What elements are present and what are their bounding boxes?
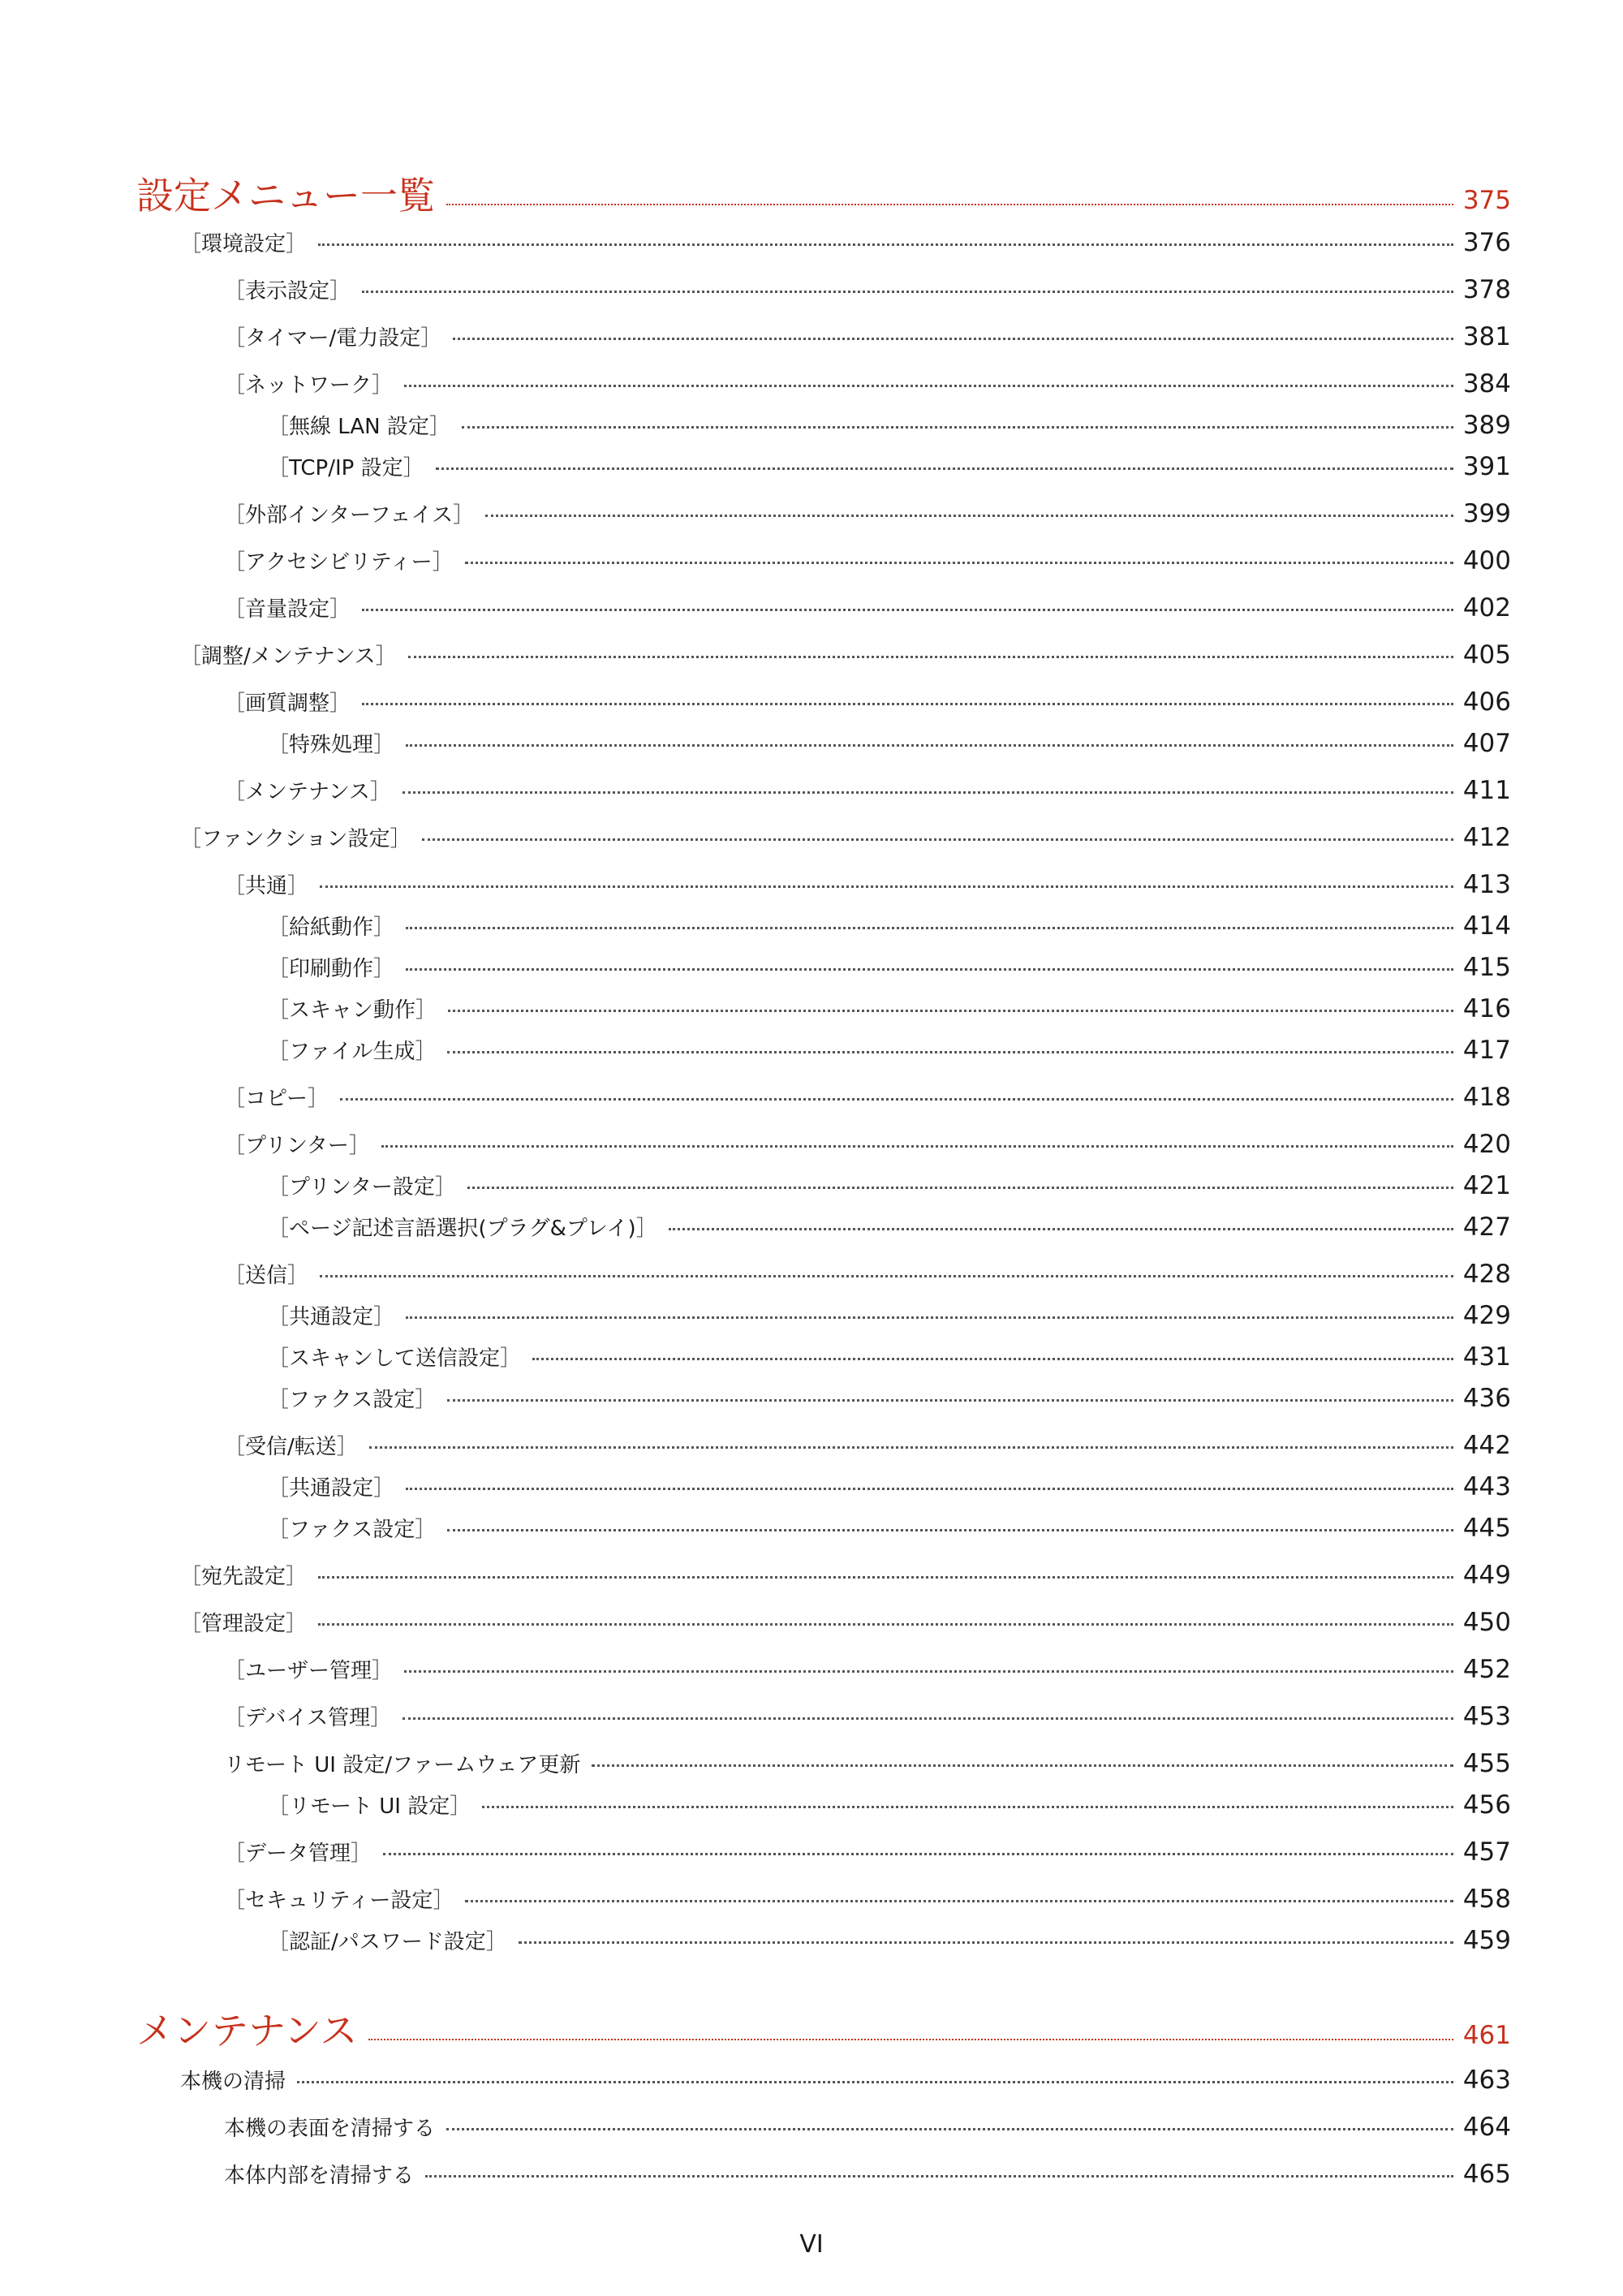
toc-entry-label: ［データ管理］ <box>224 1842 372 1866</box>
leader-dots <box>362 291 1453 293</box>
toc-entry[interactable] <box>268 1383 1511 1413</box>
leader-dots <box>406 744 1453 747</box>
toc-entry-label: ［共通］ <box>224 874 309 898</box>
toc-entry-label: リモート UI 設定/ファームウェア更新 <box>224 1753 581 1777</box>
toc-entry-label: ［ページ記述言語選択(プラグ&プレイ)］ <box>268 1217 657 1241</box>
toc-entry-page: 443 <box>1462 1472 1511 1501</box>
toc-entry[interactable] <box>180 1607 1511 1637</box>
toc-entry[interactable] <box>268 1300 1511 1330</box>
toc-entry[interactable] <box>136 2001 1511 2055</box>
toc-entry[interactable] <box>268 1035 1511 1065</box>
toc-entry-page: 378 <box>1462 275 1511 304</box>
toc-entry[interactable] <box>136 166 1511 220</box>
leader-dots <box>446 2128 1453 2130</box>
toc-entry-label: ［受信/転送］ <box>224 1435 358 1459</box>
toc-entry-label: ［表示設定］ <box>224 279 351 304</box>
leader-dots <box>453 338 1453 340</box>
toc-entry-page: 453 <box>1462 1702 1511 1731</box>
toc-entry-page: 428 <box>1462 1260 1511 1289</box>
leader-dots <box>406 1488 1453 1490</box>
toc-entry[interactable] <box>268 1790 1511 1820</box>
toc-entry-label: ［アクセシビリティー］ <box>224 550 454 575</box>
toc-entry-page: 429 <box>1462 1301 1511 1330</box>
toc-entry-label: 本機の清掃 <box>180 2070 286 2094</box>
toc-entry[interactable] <box>224 1129 1511 1159</box>
toc-entry-page: 391 <box>1462 452 1511 481</box>
leader-dots <box>362 703 1453 705</box>
toc-entry-label: ［共通設定］ <box>268 1476 395 1501</box>
leader-dots <box>408 656 1453 658</box>
toc-entry[interactable] <box>224 1701 1511 1731</box>
leader-dots <box>297 2081 1453 2083</box>
toc-entry-page: 464 <box>1462 2113 1511 2142</box>
toc-entry[interactable] <box>268 1342 1511 1372</box>
toc-entry-label: ［セキュリティー設定］ <box>224 1889 454 1913</box>
toc-entry-page: 463 <box>1462 2066 1511 2095</box>
toc-entry[interactable] <box>224 274 1511 304</box>
toc-entry-label: ［外部インターフェイス］ <box>224 503 475 528</box>
toc-entry-page: 456 <box>1462 1790 1511 1820</box>
toc-entry-label: ［管理設定］ <box>180 1612 308 1636</box>
toc-entry[interactable] <box>268 1212 1511 1242</box>
toc-entry[interactable] <box>268 1170 1511 1200</box>
toc-entry-page: 421 <box>1462 1171 1511 1200</box>
toc-entry-label: ［ファンクション設定］ <box>180 827 411 851</box>
toc-entry[interactable] <box>268 410 1511 440</box>
toc-entry[interactable] <box>180 640 1511 670</box>
toc-entry-page: 413 <box>1462 870 1511 899</box>
toc-entry[interactable] <box>180 2065 1511 2095</box>
toc-entry[interactable] <box>268 993 1511 1023</box>
toc-entry-label: ［無線 LAN 設定］ <box>268 415 450 439</box>
toc-entry-page: 415 <box>1462 953 1511 982</box>
toc-entry[interactable] <box>224 321 1511 351</box>
leader-dots <box>446 204 1453 205</box>
leader-dots <box>318 1623 1453 1626</box>
leader-dots <box>448 1010 1453 1012</box>
leader-dots <box>368 2039 1453 2040</box>
toc-entry-page: 402 <box>1462 593 1511 622</box>
leader-dots <box>404 385 1453 387</box>
leader-dots <box>403 791 1453 794</box>
leader-dots <box>406 968 1453 971</box>
toc-entry-page: 389 <box>1462 411 1511 440</box>
toc-entry-page: 384 <box>1462 369 1511 398</box>
leader-dots <box>519 1941 1453 1944</box>
leader-dots <box>406 927 1453 929</box>
toc-entry-page: 459 <box>1462 1926 1511 1955</box>
toc-entry-label: ［タイマー/電力設定］ <box>224 326 442 351</box>
toc-entry-label: ［リモート UI 設定］ <box>268 1794 471 1819</box>
leader-dots <box>447 1529 1453 1531</box>
toc-entry[interactable] <box>224 2159 1511 2189</box>
toc-entry-label: ［宛先設定］ <box>180 1565 308 1589</box>
toc-entry-label: ［コピー］ <box>224 1087 329 1111</box>
toc-entry-label: ［調整/メンテナンス］ <box>180 644 397 669</box>
toc-entry-label: ［共通設定］ <box>268 1305 395 1329</box>
toc-entry[interactable] <box>268 911 1511 941</box>
toc-entry-page: 455 <box>1462 1749 1511 1778</box>
toc-entry-label: ［画質調整］ <box>224 691 351 716</box>
toc-entry-page: 452 <box>1462 1655 1511 1684</box>
toc-entry[interactable] <box>268 728 1511 758</box>
toc-entry-label: ［音量設定］ <box>224 597 351 622</box>
toc-entry-label: 本機の表面を清掃する <box>224 2117 436 2141</box>
leader-dots <box>465 1900 1453 1902</box>
toc-entry[interactable] <box>224 775 1511 805</box>
toc-entry-label: ［ファクス設定］ <box>268 1388 437 1412</box>
toc-entry[interactable] <box>268 1471 1511 1501</box>
leader-dots <box>369 1446 1453 1449</box>
toc-entry[interactable] <box>224 1430 1511 1460</box>
toc-entry[interactable] <box>268 952 1511 982</box>
leader-dots <box>485 515 1453 517</box>
toc-entry-page: 416 <box>1462 994 1511 1023</box>
leader-dots <box>669 1228 1453 1230</box>
toc-entry-page: 411 <box>1462 776 1511 805</box>
toc-entry-label: ［スキャン動作］ <box>268 998 437 1023</box>
toc-entry-label: ［ユーザー管理］ <box>224 1659 394 1683</box>
toc-entry-page: 375 <box>1462 186 1511 215</box>
toc-entry[interactable] <box>224 869 1511 899</box>
toc-entry[interactable] <box>268 451 1511 481</box>
toc-entry[interactable] <box>224 368 1511 398</box>
toc-entry-label: ［ファイル生成］ <box>268 1040 437 1064</box>
toc-entry-page: 376 <box>1462 228 1511 257</box>
toc-entry-page: 427 <box>1462 1213 1511 1242</box>
toc-entry-page: 405 <box>1462 640 1511 670</box>
toc-entry[interactable] <box>224 545 1511 575</box>
leader-dots <box>422 838 1453 841</box>
toc-entry[interactable] <box>268 1513 1511 1543</box>
toc-entry-label: 設定メニュー一覧 <box>136 174 435 218</box>
leader-dots <box>404 1670 1453 1673</box>
toc-entry-page: 436 <box>1462 1384 1511 1413</box>
toc-entry[interactable] <box>224 1654 1511 1684</box>
leader-dots <box>320 885 1453 888</box>
toc-entry[interactable] <box>224 687 1511 717</box>
toc-entry-page: 400 <box>1462 546 1511 575</box>
toc-entry-page: 420 <box>1462 1130 1511 1159</box>
toc-entry-label: ［TCP/IP 設定］ <box>268 456 424 480</box>
toc-entry-label: ［環境設定］ <box>180 232 308 256</box>
toc-entry-page: 465 <box>1462 2160 1511 2189</box>
leader-dots <box>425 2175 1453 2178</box>
toc-entry-page: 449 <box>1462 1561 1511 1590</box>
toc-entry-page: 414 <box>1462 911 1511 941</box>
toc-entry[interactable] <box>180 227 1511 257</box>
toc-entry-page: 442 <box>1462 1431 1511 1460</box>
toc-entry-page: 406 <box>1462 687 1511 717</box>
toc-entry-label: ［印刷動作］ <box>268 957 395 981</box>
leader-dots <box>320 1275 1453 1277</box>
toc-entry-label: ［プリンター］ <box>224 1134 370 1158</box>
leader-dots <box>447 1399 1453 1402</box>
toc-entry-label: ［スキャンして送信設定］ <box>268 1346 522 1371</box>
toc-entry-page: 412 <box>1462 823 1511 852</box>
toc-entry[interactable] <box>180 1560 1511 1590</box>
toc-entry-page: 450 <box>1462 1608 1511 1637</box>
toc-entry-page: 407 <box>1462 729 1511 758</box>
toc-entry-label: ［送信］ <box>224 1264 309 1288</box>
toc-entry-label: ［ネットワーク］ <box>224 373 394 398</box>
toc-entry[interactable] <box>224 1748 1511 1778</box>
toc-entry-label: ［認証/パスワード設定］ <box>268 1930 507 1954</box>
toc-entry-label: ［給紙動作］ <box>268 915 395 940</box>
leader-dots <box>406 1316 1453 1319</box>
toc-entry-label: 本体内部を清掃する <box>224 2164 415 2188</box>
toc-entry[interactable] <box>224 1837 1511 1867</box>
leader-dots <box>381 1145 1453 1148</box>
toc-entry[interactable] <box>224 498 1511 528</box>
toc-entry-page: 431 <box>1462 1342 1511 1372</box>
toc-entry[interactable] <box>224 592 1511 622</box>
toc-entry-page: 417 <box>1462 1036 1511 1065</box>
toc-entry-page: 381 <box>1462 322 1511 351</box>
leader-dots <box>362 609 1453 611</box>
toc-entry[interactable] <box>224 1884 1511 1914</box>
toc-entry[interactable] <box>268 1925 1511 1955</box>
toc-entry[interactable] <box>224 1259 1511 1289</box>
toc-entry-label: ［特殊処理］ <box>268 733 395 757</box>
toc-entry-page: 457 <box>1462 1837 1511 1867</box>
leader-dots <box>465 562 1453 564</box>
leader-dots <box>447 1051 1453 1053</box>
leader-dots <box>532 1358 1453 1360</box>
page-number: VI <box>799 2230 824 2259</box>
leader-dots <box>383 1853 1453 1855</box>
toc-entry[interactable] <box>180 822 1511 852</box>
toc-entry-label: ［デバイス管理］ <box>224 1706 392 1730</box>
toc-entry-label: ［メンテナンス］ <box>224 780 391 804</box>
toc-entry[interactable] <box>224 2112 1511 2142</box>
toc-entry-page: 461 <box>1462 2021 1511 2050</box>
toc-entry-label: ［ファクス設定］ <box>268 1518 437 1542</box>
leader-dots <box>403 1717 1453 1720</box>
leader-dots <box>318 1576 1453 1579</box>
toc-entry-page: 445 <box>1462 1514 1511 1543</box>
leader-dots <box>318 243 1453 246</box>
leader-dots <box>467 1187 1453 1189</box>
toc-entry-label: メンテナンス <box>136 2009 358 2053</box>
leader-dots <box>340 1098 1453 1101</box>
leader-dots <box>462 426 1453 429</box>
leader-dots <box>592 1764 1453 1767</box>
leader-dots <box>482 1806 1453 1808</box>
toc-entry-page: 458 <box>1462 1885 1511 1914</box>
toc-entry-page: 399 <box>1462 499 1511 528</box>
toc-entry-page: 418 <box>1462 1083 1511 1112</box>
leader-dots <box>436 467 1453 470</box>
toc-entry[interactable] <box>224 1082 1511 1112</box>
toc-entry-label: ［プリンター設定］ <box>268 1175 456 1200</box>
